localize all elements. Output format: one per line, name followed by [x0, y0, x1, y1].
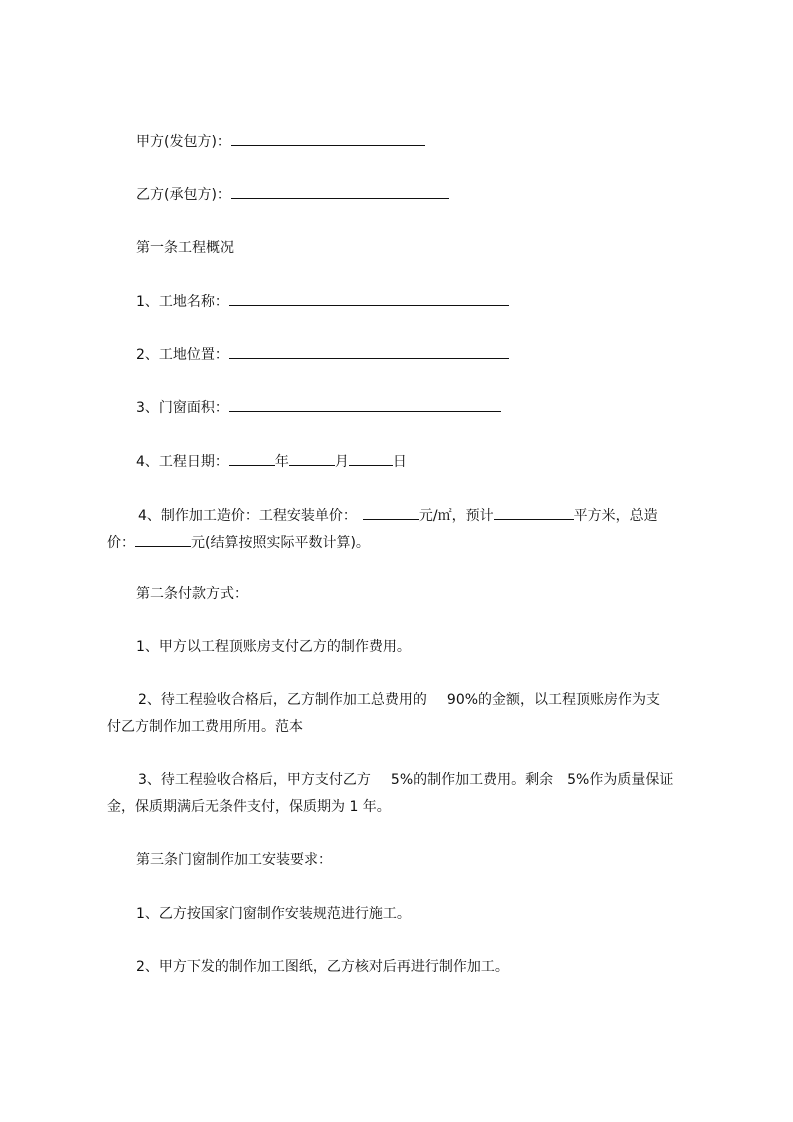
year-label: 年	[274, 454, 289, 470]
month-blank[interactable]	[289, 452, 335, 466]
area-unit: 平方米，总造	[573, 508, 658, 524]
total-prefix: 价：	[107, 535, 135, 551]
party-b-blank[interactable]	[231, 185, 449, 199]
party-b-line	[136, 185, 449, 205]
article1-heading: 第一条工程概况	[136, 240, 234, 256]
price-intro: 4、制作加工造价：工程安装单价：	[138, 508, 357, 524]
article2-heading: 第二条付款方式：	[136, 586, 248, 602]
payment-item-3-part-3: 5%作为质量保证	[567, 772, 674, 788]
total-price-blank[interactable]	[135, 533, 191, 547]
party-b-label: 乙方(承包方)：	[136, 187, 231, 203]
payment-item-3-line-1	[138, 770, 673, 790]
project-date-line	[136, 452, 407, 472]
price-unit: 元/㎡，预计	[418, 508, 494, 524]
requirement-item-1: 1、乙方按国家门窗制作安装规范进行施工。	[136, 906, 411, 922]
total-suffix: 元(结算按照实际平数计算)。	[191, 535, 370, 551]
payment-item-2-part-1: 2、待工程验收合格后，乙方制作加工总费用的	[138, 692, 427, 708]
site-location-line	[136, 345, 509, 365]
area-blank[interactable]	[494, 506, 574, 520]
window-area-label: 3、门窗面积：	[136, 400, 229, 416]
month-label: 月	[334, 454, 349, 470]
payment-item-3-part-1: 3、待工程验收合格后，甲方支付乙方	[138, 772, 371, 788]
party-a-blank[interactable]	[231, 132, 425, 146]
requirement-item-2: 2、甲方下发的制作加工图纸，乙方核对后再进行制作加工。	[136, 959, 509, 975]
payment-item-2-line-2: 付乙方制作加工费用所用。范本	[107, 719, 303, 735]
payment-item-1: 1、甲方以工程顶账房支付乙方的制作费用。	[136, 639, 411, 655]
site-name-line	[136, 292, 509, 312]
day-label: 日	[392, 454, 407, 470]
site-location-blank[interactable]	[229, 345, 509, 359]
project-date-label: 4、工程日期：	[136, 454, 229, 470]
year-blank[interactable]	[229, 452, 275, 466]
payment-item-2-line-1	[138, 690, 660, 710]
payment-item-2-pct: 90%的金额，以工程顶账房作为支	[446, 692, 661, 708]
window-area-line	[136, 398, 501, 418]
site-name-blank[interactable]	[229, 292, 509, 306]
article3-heading: 第三条门窗制作加工安装要求：	[136, 852, 332, 868]
price-line-2	[107, 533, 370, 553]
day-blank[interactable]	[349, 452, 393, 466]
payment-item-3-line-2: 金，保质期满后无条件支付，保质期为 1 年。	[107, 799, 391, 815]
unit-price-blank[interactable]	[363, 506, 419, 520]
party-a-line	[136, 132, 425, 152]
party-a-label: 甲方(发包方)：	[136, 134, 231, 150]
site-location-label: 2、工地位置：	[136, 347, 229, 363]
payment-item-3-pct: 5%的制作加工费用。剩余	[390, 772, 554, 788]
site-name-label: 1、工地名称：	[136, 294, 229, 310]
price-line-1	[138, 506, 658, 526]
window-area-blank[interactable]	[229, 398, 501, 412]
